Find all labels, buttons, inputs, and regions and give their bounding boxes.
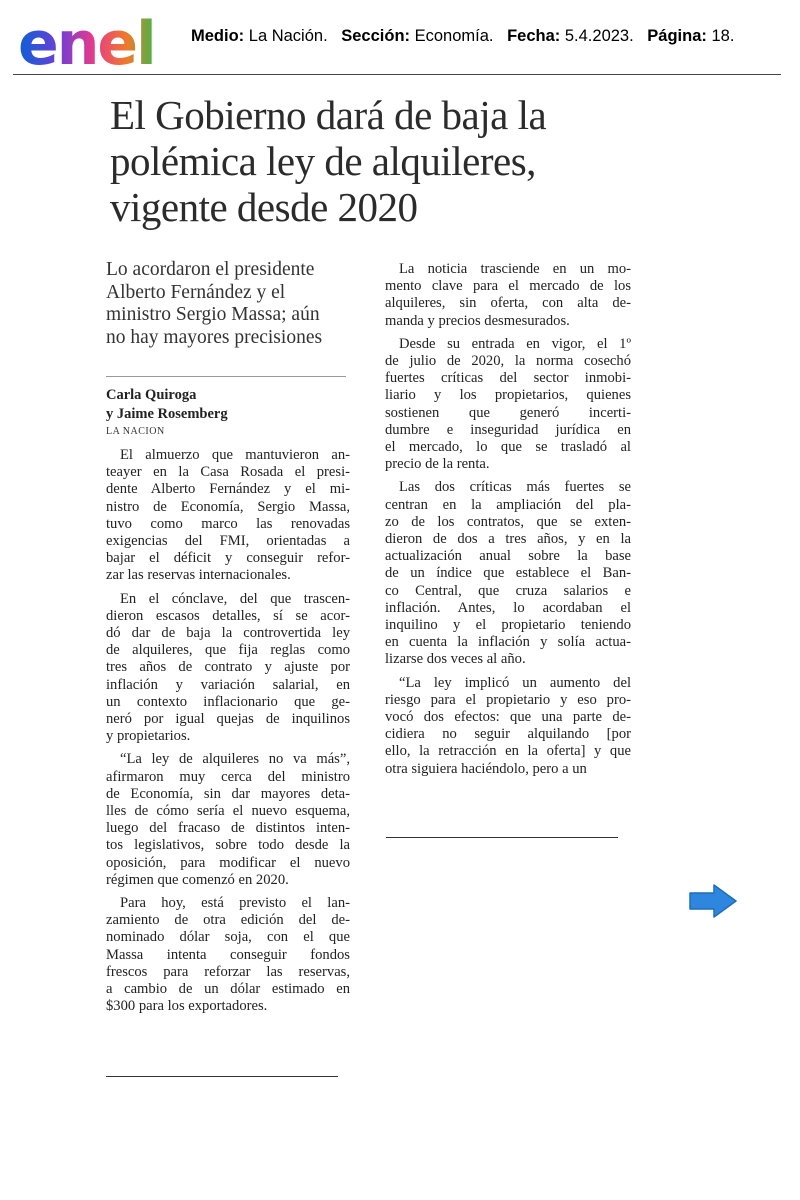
body-text-line: riesgo para el propietario y eso pro-: [385, 691, 631, 708]
medio-value: La Nación.: [248, 27, 328, 45]
body-text-line: inflación. Antes, lo acordaban el: [385, 599, 631, 616]
body-text-line: y propietarios.: [106, 728, 191, 745]
body-text-line: $300 para los exportadores.: [106, 998, 268, 1015]
body-text-line: Para hoy, está previsto el lan-: [120, 895, 350, 912]
subhead-line: Alberto Fernández y el: [106, 281, 286, 303]
article-column-right: [385, 261, 631, 778]
body-text-line: de Economía, sin dar mayores deta-: [106, 785, 350, 802]
body-text-line: bajar el déficit y conseguir refor-: [106, 550, 350, 567]
seccion-value: Economía.: [414, 27, 494, 45]
subhead-line: ministro Sergio Massa; aún: [106, 304, 320, 325]
body-text-line: dente Alberto Fernández y el mi-: [106, 481, 350, 498]
body-text-line: de julio de 2020, la norma cosechó: [385, 353, 631, 370]
body-text-line: nistro de Economía, Sergio Massa,: [106, 498, 350, 515]
body-text-line: tos legislativos, sobre todo desde la: [106, 837, 350, 854]
body-text-line: otra siguiera haciéndolo, pero a un: [385, 760, 587, 777]
subhead-line: Lo acordaron el presidente: [106, 259, 315, 280]
article-headline: [110, 92, 710, 230]
body-text-line: en cuenta la inflación y solía actua-: [385, 634, 631, 651]
body-text-line: tres años de contrato y ajuste por: [106, 659, 350, 676]
headline-line: vigente desde 2020: [110, 184, 418, 230]
body-text-line: “La ley implicó un aumento del: [399, 674, 631, 691]
subhead-divider: [106, 376, 346, 377]
body-text-line: La noticia trasciende en un mo-: [399, 261, 631, 277]
headline-line: El Gobierno dará de baja la: [110, 92, 547, 138]
enel-logo: [18, 6, 180, 72]
body-text-line: oposición, para modificar el nuevo: [106, 854, 350, 871]
medio-label: Medio:: [191, 27, 245, 45]
article-subhead: [106, 259, 356, 349]
outlet-credit: LA NACION: [106, 426, 165, 437]
body-text-line: régimen que comenzó en 2020.: [106, 871, 289, 888]
body-text-line: exigencias del FMI, orientadas a: [106, 533, 350, 550]
body-text-line: dieron escasos detalles, sí se acor-: [106, 607, 350, 624]
body-text-line: manda y precios desmesurados.: [385, 312, 570, 329]
header-divider: [13, 74, 781, 75]
body-text-line: a cambio de un dólar estimado en: [106, 981, 350, 998]
headline-line: polémica ley de alquileres,: [110, 138, 536, 184]
body-text-line: tuvo como marco las renovadas: [106, 515, 350, 532]
body-text-line: de un índice que establece el Ban-: [385, 565, 631, 582]
body-text-line: alquileres, sin oferta, con alta de-: [385, 295, 631, 312]
subhead-line: no hay mayores precisiones: [106, 326, 323, 348]
body-text-line: neró por igual quejas de inquilinos: [106, 711, 350, 728]
byline: [106, 386, 228, 424]
body-text-line: inflación y variación salarial, en: [106, 676, 350, 693]
pagina-label: Página:: [647, 27, 707, 45]
logo-wordmark: enel: [18, 9, 155, 72]
body-text-line: de alquileres, que fija reglas como: [106, 642, 350, 659]
body-text-line: zamiento de otra edición del de-: [106, 912, 350, 929]
body-text-line: ello, la retracción en la oferta] y que: [385, 743, 631, 760]
fecha-label: Fecha:: [507, 27, 561, 45]
body-text-line: luego del fracaso de distintos inten-: [106, 820, 350, 837]
body-text-line: Massa intenta conseguir fondos: [106, 946, 350, 963]
body-text-line: lizarse dos veces al año.: [385, 651, 526, 668]
body-text-line: frescos para reforzar las reservas,: [106, 963, 350, 980]
publication-metadata: [191, 27, 734, 46]
body-text-line: un contexto inflacionario que ge-: [106, 693, 350, 710]
body-text-line: vocó dos efectos: que una parte de-: [385, 709, 631, 726]
body-text-line: actualización anual sobre la base: [385, 548, 631, 565]
body-text-line: Las dos críticas más fuertes se: [399, 479, 631, 496]
body-text-line: fuertes críticas del sector inmobi-: [385, 370, 631, 387]
body-text-line: inquilino y el propietario teniendo: [385, 617, 631, 634]
body-text-line: el mercado, lo que se trasladó al: [385, 439, 631, 456]
body-text-line: zar las reservas internacionales.: [106, 567, 291, 584]
body-text-line: lles de cómo sería el nuevo esquema,: [106, 803, 350, 820]
pagina-value: 18.: [711, 27, 735, 45]
body-text-line: “La ley de alquileres no va más”,: [120, 751, 350, 768]
body-text-line: dumbre e inseguridad jurídica en: [385, 421, 631, 438]
body-text-line: zo de los contratos, que se exten-: [385, 513, 631, 530]
body-text-line: liario y los propietarios, quienes: [385, 387, 631, 404]
body-text-line: teayer en la Casa Rosada el presi-: [106, 464, 350, 481]
body-text-line: centran en la ampliación del pla-: [385, 496, 631, 513]
body-text-line: En el cónclave, del que trascen-: [120, 590, 350, 607]
next-arrow-icon[interactable]: [688, 884, 738, 918]
column-end-rule: [106, 1076, 338, 1077]
body-text-line: sostienen que generó incerti-: [385, 404, 631, 421]
fecha-value: 5.4.2023.: [564, 27, 634, 45]
column-end-rule: [386, 837, 618, 838]
body-text-line: cidiera no seguir alquilando [por: [385, 726, 631, 743]
body-text-line: precio de la renta.: [385, 456, 490, 473]
byline-line: y Jaime Rosemberg: [106, 406, 228, 422]
article-column-left: [106, 447, 350, 1016]
byline-line: Carla Quiroga: [106, 387, 197, 403]
body-text-line: dó dar de baja la controvertida ley: [106, 625, 350, 642]
body-text-line: dieron de dos a tres años, y en la: [385, 531, 631, 548]
body-text-line: co Central, que cruza salarios e: [385, 582, 631, 599]
body-text-line: Desde su entrada en vigor, el 1º: [399, 335, 631, 352]
body-text-line: El almuerzo que mantuvieron an-: [120, 447, 350, 463]
seccion-label: Sección:: [341, 27, 411, 45]
body-text-line: nominado dólar soja, con el que: [106, 929, 350, 946]
body-text-line: mento clave para el mercado de los: [385, 278, 631, 295]
body-text-line: afirmaron muy cerca del ministro: [106, 768, 350, 785]
